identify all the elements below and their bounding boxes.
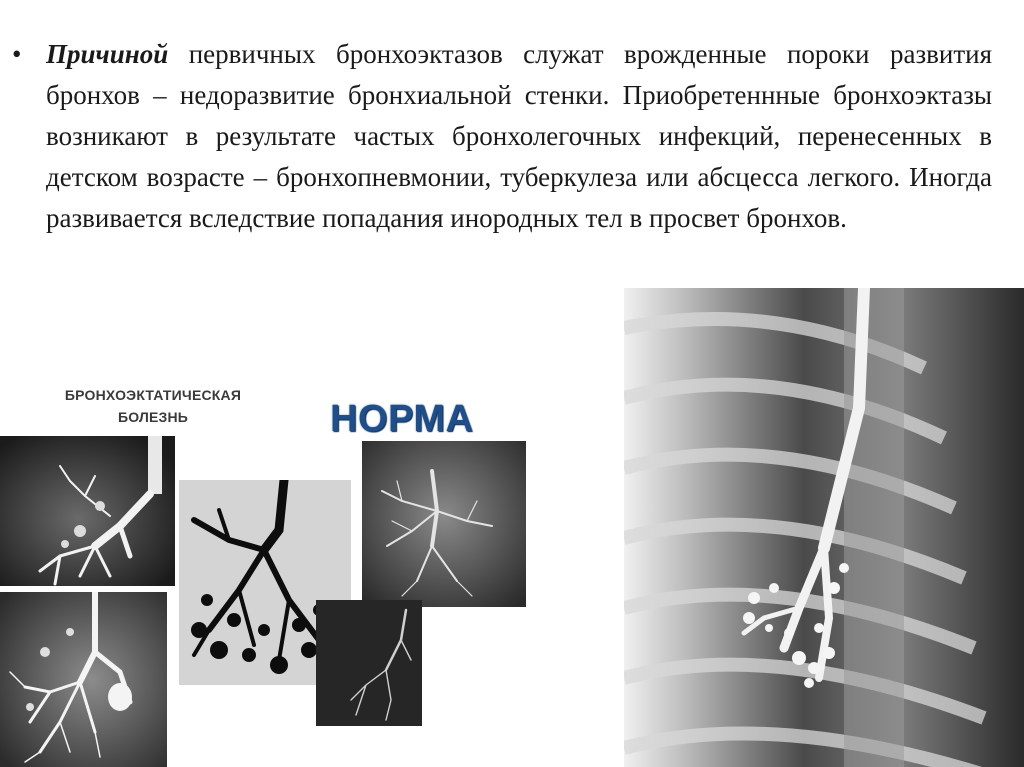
bullet-point: • [12, 39, 22, 69]
bronchogram-image-1 [0, 436, 175, 586]
text-block [12, 34, 992, 239]
chest-xray-bronchogram [624, 288, 1024, 767]
paragraph-text: первичных бронхоэктазов служат врожденные пороки развития бронхов – недоразвитие бронхиальной стенки. Приобретеннные бронхоэктазы возникают в результате частых бронхолегочных инфекций, перенесенных в детском возрасте – бронхопневмонии, туберкулеза или абсцесса легкого. Иногда развивается вследствие попадания инородных тел в просвет бронхов. [46, 39, 992, 233]
paragraph [46, 34, 992, 239]
bronchogram-image-3 [362, 441, 526, 607]
emphasis-word: Причиной [46, 39, 169, 69]
bronchogram-image-4 [0, 592, 167, 767]
norm-label: НОРМА [330, 398, 474, 440]
bronchogram-image-5 [316, 600, 422, 726]
bronchiectasis-label [58, 384, 248, 428]
bronchiectasis-label-line2: БОЛЕЗНЬ [117, 409, 189, 425]
bronchiectasis-label-line1: БРОНХОЭКТАТИЧЕСКАЯ [64, 387, 242, 403]
